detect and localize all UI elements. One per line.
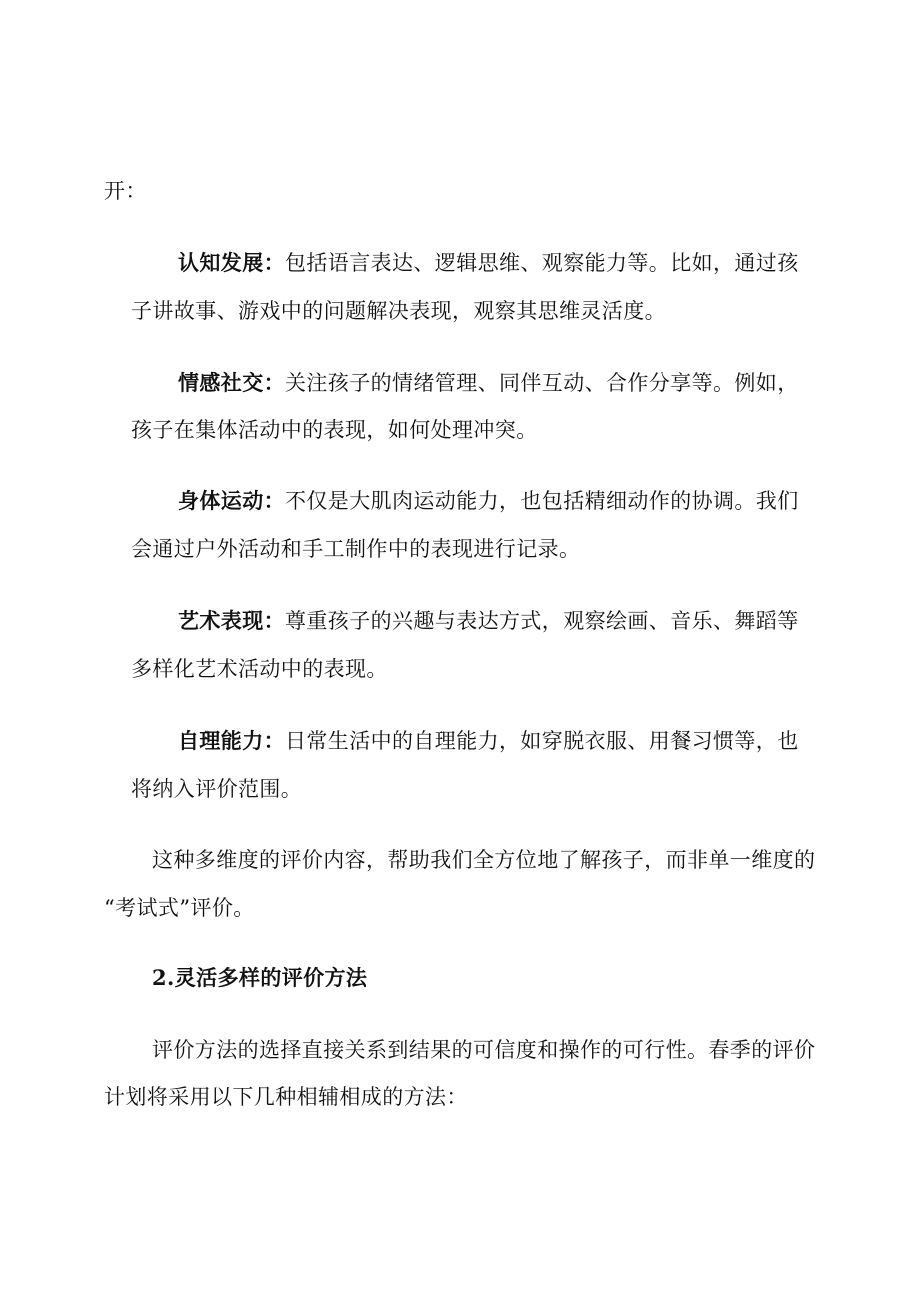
item-social-line2: 孩子在集体活动中的表现，如何处理冲突。 [131,418,538,442]
item-social-line1 [178,368,799,398]
item-label: 艺术表现： [178,608,285,633]
section-heading: 2.灵活多样的评价方法 [152,965,368,990]
item-cognitive-line2: 子讲故事、游戏中的问题解决表现，观察其思维灵活度。 [131,299,666,323]
item-cognitive-line1 [178,248,799,278]
summary-line1: 这种多维度的评价内容，帮助我们全方位地了解孩子，而非单一维度的 [152,848,816,872]
item-text: 包括语言表达、逻辑思维、观察能力等。比如，通过孩 [285,251,799,275]
item-text: 不仅是大肌肉运动能力，也包括精细动作的协调。我们 [285,489,799,513]
item-text: 关注孩子的情绪管理、同伴互动、合作分享等。例如， [285,371,799,395]
intro-tail: 开： [104,179,147,203]
item-label: 情感社交： [178,370,285,395]
methods-intro-line2: 计划将采用以下几种相辅相成的方法： [104,1085,468,1109]
item-physical-line2: 会通过户外活动和手工制作中的表现进行记录。 [131,537,581,561]
item-label: 身体运动： [178,488,285,513]
item-art-line1 [178,606,799,636]
item-text: 日常生活中的自理能力，如穿脱衣服、用餐习惯等，也 [285,729,799,753]
item-art-line2: 多样化艺术活动中的表现。 [131,657,388,681]
item-selfcare-line2: 将纳入评价范围。 [131,777,303,801]
methods-intro-line1: 评价方法的选择直接关系到结果的可信度和操作的可行性。春季的评价 [152,1038,816,1062]
item-text: 尊重孩子的兴趣与表达方式，观察绘画、音乐、舞蹈等 [285,609,799,633]
item-selfcare-line1 [178,726,799,756]
item-physical-line1 [178,486,799,516]
item-label: 自理能力： [178,728,285,753]
item-label: 认知发展： [178,250,285,275]
summary-line2: “考试式”评价。 [104,896,255,920]
